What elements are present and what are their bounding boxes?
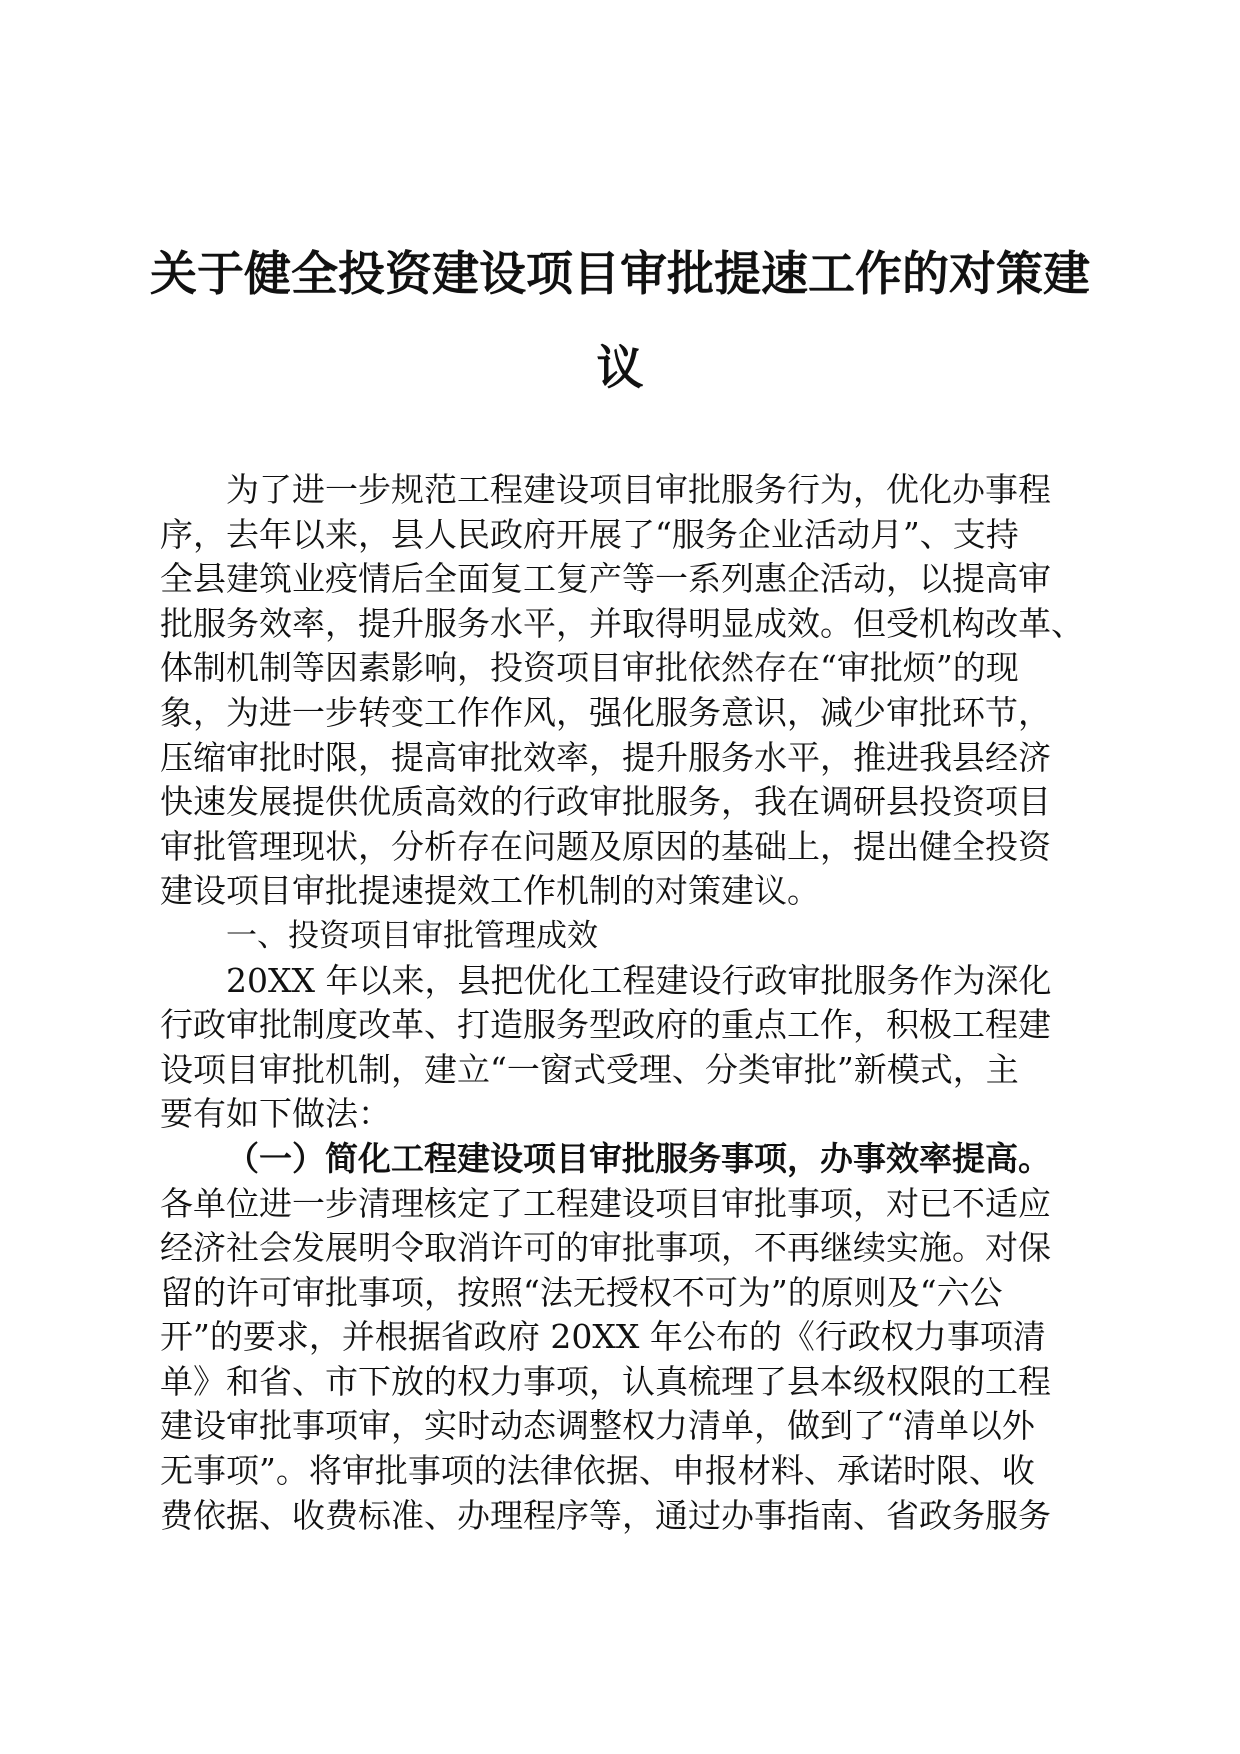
body-line: 全县建筑业疫情后全面复工复产等一系列惠企活动，以提高审 bbox=[160, 559, 1051, 599]
section-heading: 一、投资项目审批管理成效 bbox=[226, 917, 598, 954]
body-line: 单》和省、市下放的权力事项，认真梳理了县本级权限的工程 bbox=[160, 1361, 1051, 1401]
document-body bbox=[160, 468, 1084, 1538]
body-line: 20XX 年以来，县把优化工程建设行政审批服务作为深化 bbox=[226, 960, 1052, 1000]
body-line: 压缩审批时限，提高审批效率，提升服务水平，推进我县经济 bbox=[160, 737, 1051, 777]
body-line: 各单位进一步清理核定了工程建设项目审批事项，对已不适应 bbox=[160, 1183, 1051, 1223]
body-line: 行政审批制度改革、打造服务型政府的重点工作，积极工程建 bbox=[160, 1005, 1051, 1045]
body-line: 开”的要求，并根据省政府 20XX 年公布的《行政权力事项清 bbox=[160, 1317, 1046, 1357]
body-line: 留的许可审批事项，按照“法无授权不可为”的原则及“六公 bbox=[160, 1272, 1003, 1312]
body-line: 建设审批事项审，实时动态调整权力清单，做到了“清单以外 bbox=[160, 1406, 1035, 1446]
body-line: 要有如下做法： bbox=[160, 1094, 391, 1134]
body-line: 无事项”。将审批事项的法律依据、申报材料、承诺时限、收 bbox=[160, 1451, 1035, 1491]
body-line: 建设项目审批提速提效工作机制的对策建议。 bbox=[160, 871, 820, 911]
body-line: 快速发展提供优质高效的行政审批服务，我在调研县投资项目 bbox=[160, 782, 1051, 822]
body-line: 批服务效率，提升服务水平，并取得明显成效。但受机构改革、 bbox=[160, 603, 1084, 643]
body-line: 为了进一步规范工程建设项目审批服务行为，优化办事程 bbox=[226, 470, 1051, 509]
body-line: 设项目审批机制，建立“一窗式受理、分类审批”新模式，主 bbox=[160, 1049, 1019, 1089]
body-line: 经济社会发展明令取消许可的审批事项，不再继续实施。对保 bbox=[160, 1228, 1051, 1268]
body-line: 费依据、收费标准、办理程序等，通过办事指南、省政务服务 bbox=[160, 1495, 1051, 1535]
body-line: 序，去年以来，县人民政府开展了“服务企业活动月”、支持 bbox=[160, 514, 1019, 554]
subsection-heading: （一）简化工程建设项目审批服务事项，办事效率提高。 bbox=[226, 1138, 1051, 1178]
body-line: 体制机制等因素影响，投资项目审批依然存在“审批烦”的现 bbox=[160, 648, 1019, 688]
document-title: 关于健全投资建设项目审批提速工作的对策建议 bbox=[150, 247, 1090, 396]
body-line: 审批管理现状，分析存在问题及原因的基础上，提出健全投资 bbox=[160, 826, 1051, 866]
body-line: 象，为进一步转变工作作风，强化服务意识，减少审批环节， bbox=[160, 692, 1051, 732]
